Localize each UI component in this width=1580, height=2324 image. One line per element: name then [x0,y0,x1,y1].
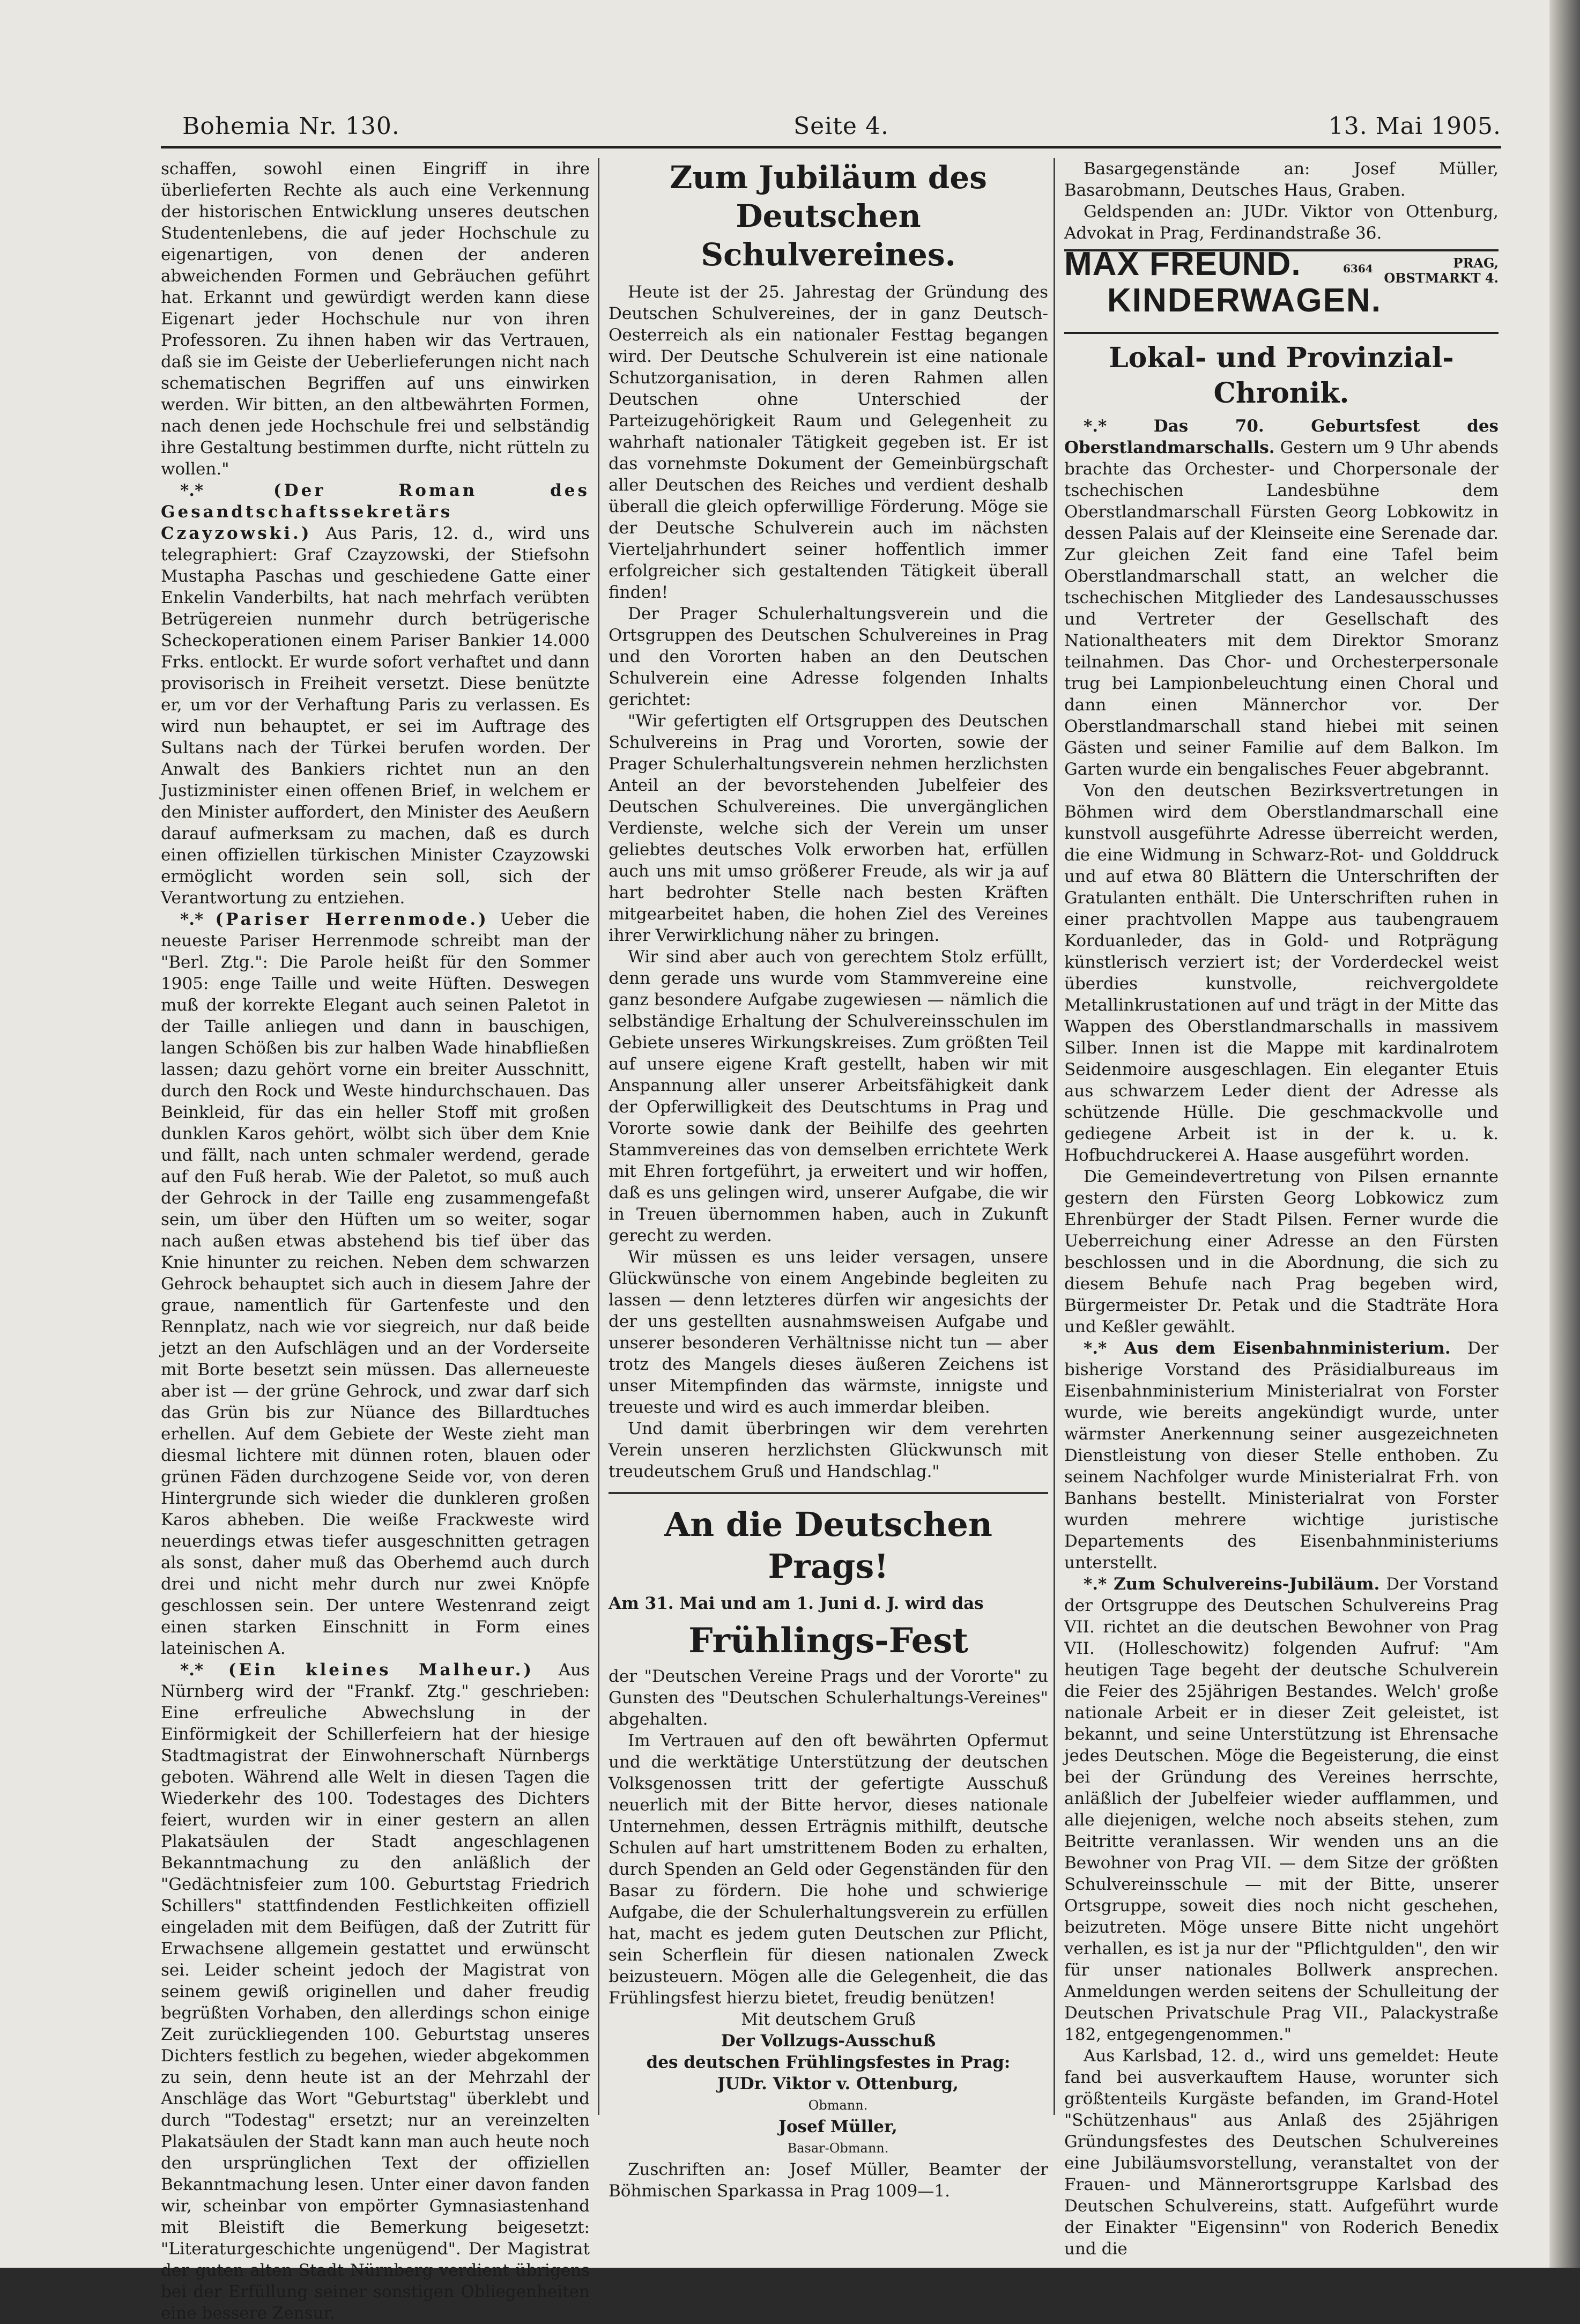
appeal-intro: Am 31. Mai und am 1. Juni d. J. wird das [609,1594,984,1613]
committee-name-2: des deutschen Frühlingsfestes in Prag: [646,2053,1011,2072]
news-item-body: Aus Paris, 12. d., wird uns telegraphiert: Graf Czayzowski, der Stiefsohn Mustapha Paschas und geschiedene Gatte einer Enkelin Vanderbilts, hat nach mehrfach verübten Betrügereien nunmehr durch betrügerische Scheckoperationen einem Pariser Bankier 14.000 Frks. entlockt. Er wurde sofort verhaftet und dann provisorisch in Freiheit versetzt. Diese benützte er, um vor der Verhaftung Paris zu verlassen. Es wird nun behauptet, er sei im Auftrage des Sultans nach der Türkei berufen worden. Der Anwalt des Bankiers richtet nun an den Justizminister einen offenen Brief, in welchem er den Minister auffordert, den Minister des Aeußern darauf aufmerksam zu machen, daß es durch einen offiziellen türkischen Minister Czayzowski ermöglicht worden sein soll, sich der Verantwortung zu entziehen. [161,524,590,908]
column-middle [609,158,1048,2268]
section-title: Lokal- und Provinzial-Chronik. [1109,341,1454,410]
header-publication: Bohemia Nr. 130. [182,113,400,140]
fest-subtitle: der "Deutschen Vereine Prags und der Vororte" zu Gunsten des "Deutschen Schulerhaltungs-Vereines" abgehalten. [609,1667,1048,1729]
news-item-body: Der Vorstand der Ortsgruppe des Deutschen Schulvereins Prag VII. richtet an die deutschen Bewohner von Prag VII. (Holleschowitz) folgenden Aufruf: "Am heutigen Tage begeht der deutsche Schulverein die Feier des 25jährigen Bestandes. Welch' große nationale Arbeit er in dieser Zeit geleistet, ist bekannt, und seine Unterstützung ist Ehrensache jedes Deutschen. Möge die Begeisterung, die einst bei der Gründung des Vereines herrschte, anläßlich der Jubelfeier wieder aufflammen, und alle diejenigen, welche noch abseits stehen, zum Beitritte veranlassen. Wir wenden uns an die Bewohner von Prag VII. — dem Sitze der größten Schulvereinsschule — mit der Bitte, unserer Ortsgruppe, soweit dies noch nicht geschehen, beizutreten. Möge unsere Bitte nicht ungehört verhallen, es ist ja nur der "Pflichtgulden", den wir für unser nationales Bollwerk ansprechen. Anmeldungen werden seitens der Schulleitung der Deutschen Privatschule Prag VII., Palackystraße 182, entgegengenommen." [1064,1575,1499,2044]
article-continuation: schaffen, sowohl einen Eingriff in ihre überlieferten Rechte als auch eine Verkennung der historischen Entwicklung unseres deutschen Studentenlebens, die auf jeder Hochschule zu eigenartigen, von denen der anderen abweichenden Formen und Gebräuchen geführt hat. Erkannt und gewürdigt werden kann diese Eigenart jeder Hochschule nur von ihren Professoren. Zu ihnen haben wir das Vertrauen, daß sie im Geiste der Ueberlieferungen nicht nach schematischen Begriffen auf uns einwirken werden. Wir bitten, an den altbewährten Formen, nach denen jede Hochschule frei und selbständig ihre Gestaltung bestimmen durfte, nicht rütteln zu wollen." [161,159,590,479]
ad-phone-number: 6364 [1343,262,1373,275]
news-item-headline: (Ein kleines Malheur.) [228,1660,535,1680]
column-left [161,158,590,2323]
news-item-headline: Zum Schulvereins-Jubiläum. [1114,1575,1380,1594]
news-item: *.* (Pariser Herrenmode.) Ueber die neueste Pariser Herrenmode schreibt man der "Berl. Ztg.": Die Parole heißt für den Sommer 1905: enge Taille und weite Hüften. Deswegen muß der korrekte Elegant auch seinen Paletot in der Taille anliegen und dann in bauschigen, langen Schößen bis zur halben Wade hinabfließen lassen; dazu gehört vorne ein breiter Ausschnitt, durch den Rock und Weste hindurchschauen. Das Beinkleid, für das ein heller Stoff mit großen dunklen Karos gehört, wölbt sich über dem Knie und fällt, nach unten schmaler werdend, gerade auf den Fuß herab. Wie der Paletot, so muß auch der Gehrock in der Taille eng zusammengefaßt sein, um über den Hüften um so weiter, sogar nach außen etwas abstehend bis tief über das Knie hinunter zu reichen. Neben dem schwarzen Gehrock behauptet sich auch in diesem Jahre der graue, namentlich für Gartenfeste und den Rennplatz, nach wie vor siegreich, nur daß beide jetzt an den Aufschlägen und an der Vorderseite mit Borte besetzt sein müssen. Das allerneueste aber ist — der grüne Gehrock, und zwar darf sich das Grün bis zur Nüance des Billardtuches erhellen. Auf dem Gebiete der Weste zieht man diesmal lichtere mit dünnen roten, blauen oder grünen Fäden durchzogene Seide vor, von deren Hintergrunde sich wieder die dunkleren großen Karos abheben. Die weiße Frackweste wird neuerdings etwas tiefer ausgeschnitten getragen als sonst, daher muß das Oberhemd auch durch drei und nicht mehr durch nur zwei Knöpfe geschlossen sein. Der untere Westenrand zeigt einen starken Einschnitt in Form eines lateinischen A. [161,910,590,1658]
article-paragraph: Der Prager Schulerhaltungsverein und die Ortsgruppen des Deutschen Schulvereines in Prag und den Vororten haben an den Deutschen Schulverein eine Adresse folgenden Inhalts gerichtet: [609,604,1048,709]
news-item-headline: (Pariser Herrenmode.) [215,910,489,929]
news-paragraph: Die Gemeindevertretung von Pilsen ernannte gestern den Fürsten Georg Lobkowicz zum Ehrenbürger der Stadt Pilsen. Ferner wurde die Ueberreichung einer Adresse an den Fürsten beschlossen und in die Abordnung, die sich zu diesem Behufe nach Prag begeben wird, Bürgermeister Dr. Petak und die Stadträte Hora und Keßler gewählt. [1064,1167,1499,1337]
signature-role: Basar-Obmann. [787,2141,889,2156]
appeal-title: An die Deutschen Prags! [664,1505,992,1586]
news-paragraph: Von den deutschen Bezirksvertretungen in Böhmen wird dem Oberstlandmarschall eine kunstvoll ausgeführte Adresse überreicht werden, die eine Widmung in Schwarz-Rot- und Golddruck und auf etwa 80 Blättern die Unterschriften der Gratulanten enthält. Die Unterschriften ruhen in einer prachtvollen Mappe aus taubengrauem Korduanleder, das in Gold- und Rotprägung künstlerisch verziert ist; der Vorderdeckel weist überdies kunstvolle, reichvergoldete Metallinkrustationen auf und trägt in der Mitte das Wappen des Oberstlandmarschalls in massivem Silber. Innen ist die Mappe mit kardinalrotem Seidenmoire ausgeschlagen. Ein eleganter Etuis aus schwarzem Leder dient der Adresse als schützende Hülle. Die geschmackvolle und gediegene Arbeit ist in der k. u. k. Hofbuchdruckerei A. Haase ausgeführt worden. [1064,781,1499,1165]
news-item-headline: Aus dem Eisenbahnministerium. [1124,1339,1451,1358]
news-item: *.* Aus dem Eisenbahnministerium. Der bisherige Vorstand des Präsidialbureaus im Eisenbahnministerium Ministerialrat von Forster wurde, wie bereits angekündigt wurde, unter wärmster Anerkennung seiner ausgezeichneten Dienstleistung von dieser Stelle enthoben. Zu seinem Nachfolger wurde Ministerialrat Frh. von Banhans bestellt. Ministerialrat von Forster wurden mehrere wichtige juristische Departements des Eisenbahnministeriums unterstellt. [1064,1339,1499,1572]
article-paragraph: "Wir gefertigten elf Ortsgruppen des Deutschen Schulvereins in Prag und Vororten, sowie der Prager Schulerhaltungsverein nehmen herzlichsten Anteil an der bevorstehenden Jubelfeier des Deutschen Schulvereines. Die unvergänglichen Verdienste, welche sich der Verein um unser geliebtes deutsches Volk erworben hat, erfüllen auch uns mit umso größerer Freude, als wir ja auf hart bedrohter Stelle nach besten Kräften mitgearbeitet haben, die hohen Ziel des Vereines ihrer Verwirklichung näher zu bringen. [609,711,1048,945]
committee-name: Der Vollzugs-Ausschuß [721,2031,936,2051]
header-page-number: Seite 4. [793,113,889,140]
article-paragraph: Wir sind aber auch von gerechtem Stolz erfüllt, denn gerade uns wurde vom Stammvereine eine ganz besondere Aufgabe zugewiesen — nämlich die selbständige Erhaltung der Schulvereinsschulen im Gebiete unseres Wirkungskreises. Zum größten Teil auf unsere eigene Kraft gestellt, haben wir mit Anspannung aller unserer Arbeitsfähigkeit dank der Opferwilligkeit des Deutschtums in Prag und Vororte sowie dank der Beihilfe des geehrten Stammvereines das von demselben errichtete Werk mit Ehren fortgeführt, ja erweitert und wir hoffen, daß es uns gelingen wird, unserer Aufgabe, die wir in Treuen übernommen haben, auch in Zukunft gerecht zu werden. [609,947,1048,1245]
article-paragraph: Heute ist der 25. Jahrestag der Gründung des Deutschen Schulvereines, der in ganz Deutsch-Oesterreich als ein nationaler Festtag begangen wird. Der Deutsche Schulverein ist eine nationale Schutzorganisation, in deren Rahmen allen Deutschen ohne Unterschied der Parteizugehörigkeit Raum und Gelegenheit zu wahrhaft nationaler Tätigkeit gegeben ist. Er ist das vornehmste Dokument der Gemeinbürgschaft aller Deutschen des Reiches und verdient deshalb überall die gleich opferwillige Förderung. Möge sie der Deutsche Schulverein auch im nächsten Vierteljahrhundert seiner hoffentlich immer erfolgreicher sich gestaltenden Tätigkeit überall finden! [609,283,1048,602]
news-item-headline: (Der Roman des Gesandtschaftssekretärs Czayzowski.) [161,481,590,543]
fest-title: Frühlings-Fest [688,1621,968,1661]
article-title: Zum Jubiläum des Deutschen Schulvereines. [670,159,987,273]
column-divider [598,158,599,2115]
news-item-body: Gestern um 9 Uhr abends brachte das Orchester- und Chorpersonale der tschechischen Landesbühne dem Oberstlandmarschall Fürsten Georg Lobkowitz in dessen Palais auf der Kleinseite eine Serenade dar. Zur gleichen Zeit fand eine Tafel beim Oberstlandmarschall statt, an welcher die tschechischen Mitglieder des Landesausschusses und Vertreter der Gesellschaft des Nationaltheaters mit dem Direktor Smoranz teilnahmen. Das Chor- und Orchesterpersonale trug bei Lampionbeleuchtung einen Choral und dann einen Männerchor vor. Der Oberstlandmarschall stand hiebei mit seinen Gästen und seiner Familie auf dem Balkon. Im Garten wurde ein bengalisches Feuer abgebrannt. [1064,438,1499,779]
column-right [1064,158,1499,2268]
fest-body: Im Vertrauen auf den oft bewährten Opfermut und die werktätige Unterstützung der deutschen Volksgenossen tritt der gefertigte Ausschuß neuerlich mit der Bitte hervor, dieses nationale Unternehmen, dessen Erträgnis mithilft, deutsche Schulen auf hart umstrittenem Boden zu erhalten, durch Spenden an Geld oder Gegenständen für den Basar zu fördern. Die hohe und schwierige Aufgabe, die der Schulerhaltungsverein zu erfüllen hat, macht es jedem guten Deutschen zur Pflicht, sein Scherflein für diesen nationalen Zweck beizusteuern. Mögen alle die Gelegenheit, die das Frühlingsfest hierzu bietet, freudig benützen! [609,1731,1048,2008]
ad-city: PRAG, [1453,255,1499,271]
page-header [161,113,1501,150]
signature-name: Josef Müller, [778,2117,897,2136]
ad-address [1384,256,1499,286]
ad-street: OBSTMARKT 4. [1384,270,1499,286]
news-item: *.* Zum Schulvereins-Jubiläum. Der Vorstand der Ortsgruppe des Deutschen Schulvereins Prag VII. richtet an die deutschen Bewohner von Prag VII. (Holleschowitz) folgenden Aufruf: "Am heutigen Tage begeht der deutsche Schulverein die Feier des 25jährigen Bestandes. Welch' große nationale Arbeit er in dieser Zeit geleistet, ist bekannt, und seine Unterstützung ist Ehrensache jedes Deutschen. Möge die Begeisterung, die einst bei der Gründung des Vereines herrschte, anläßlich der Jubelfeier wieder aufflammen, und alle diejenigen, welche noch abseits stehen, zum Beitritte veranlassen. Wir wenden uns an die Bewohner von Prag VII. — dem Sitze der größten Schulvereinsschule — mit der Bitte, unserer Ortsgruppe, soweit dies noch nicht geschehen, beizutreten. Möge unsere Bitte nicht ungehört verhallen, es ist ja nur der "Pflichtgulden", den wir für unser nationales Bollwerk ansprechen. Anmeldungen werden seitens der Schulleitung der Deutschen Privatschule Prag VII., Palackystraße 182, entgegengenommen." [1064,1575,1499,2044]
header-rule [161,146,1501,149]
column-divider [1054,158,1055,2115]
page-edge [1549,0,1580,2268]
news-item-headline: Das 70. Geburtsfest des Oberstlandmarschalls. [1064,417,1499,457]
news-item: *.* (Der Roman des Gesandtschaftssekretärs Czayzowski.) Aus Paris, 12. d., wird uns telegraphiert: Graf Czayzowski, der Stiefsohn Mustapha Paschas und geschiedene Gatte einer Enkelin Vanderbilts, hat nach mehrfach verübten Betrügereien nunmehr durch betrügerische Scheckoperationen einem Pariser Bankier 14.000 Frks. entlockt. Er wurde sofort verhaftet und dann provisorisch in Freiheit versetzt. Diese benützte er, um vor der Verhaftung Paris zu verlassen. Es wird nun behauptet, er sei im Auftrage des Sultans nach der Türkei berufen worden. Der Anwalt des Bankiers richtet nun an den Justizminister einen offenen Brief, in welchem er den Minister auffordert, den Minister des Aeußern darauf aufmerksam zu machen, daß es durch einen offiziellen türkischen Minister Czayzowski ermöglicht worden sein soll, sich der Verantwortung zu entziehen. [161,481,590,908]
section-rule [609,1492,1048,1494]
article-paragraph: Wir müssen es uns leider versagen, unsere Glückwünsche von einem Angebinde begleiten zu lassen — denn letzteres dürfen wir angesichts der der uns gestellten ausnahmsweisen Aufgabe und unserer besonderen Verhältnisse nicht tun — aber trotz des Mangels dieses äußeren Zeichens ist unser Mitempfinden das wärmste, innigste und treueste und wird es auch immerdar bleiben. [609,1248,1048,1417]
news-item-body: Ueber die neueste Pariser Herrenmode schreibt man der "Berl. Ztg.": Die Parole heißt für den Sommer 1905: enge Taille und weite Hüften. Deswegen muß der korrekte Elegant auch seinen Paletot in der Taille anliegen und dann in bauschigen, langen Schößen bis zur halben Wade hinabfließen lassen; dazu gehört vorne ein breiter Ausschnitt, durch den Rock und Weste hindurchschauen. Das Beinkleid, für das ein heller Stoff mit großen dunklen Karos gehört, wölbt sich über dem Knie und fällt, nach unten schmaler werdend, gerade auf den Fuß herab. Wie der Paletot, so muß auch der Gehrock in der Taille eng zusammengefaßt sein, um über den Hüften um so weiter, sogar nach außen etwas abstehend bis tief über das Knie hinunter zu reichen. Neben dem schwarzen Gehrock behauptet sich auch in diesem Jahre der graue, namentlich für Gartenfeste und den Rennplatz, nach wie vor siegreich, nur daß beide jetzt an den Aufschlägen und an der Vorderseite mit Borte besetzt sein müssen. Das allerneueste aber ist — der grüne Gehrock, und zwar darf sich das Grün bis zur Nüance des Billardtuches erhellen. Auf dem Gebiete der Weste zieht man diesmal lichtere mit dünnen roten, blauen oder grünen Fäden durchzogene Seide vor, von deren Hintergrunde sich wieder die dunkleren großen Karos abheben. Die weiße Frackweste wird neuerdings etwas tiefer ausgeschnitten getragen als sonst, daher muß das Oberhemd auch durch drei und nicht mehr durch nur zwei Knöpfe geschlossen sein. Der untere Westenrand zeigt einen starken Einschnitt in Form eines lateinischen A. [161,910,590,1658]
news-item: *.* Das 70. Geburtsfest des Oberstlandmarschalls. Gestern um 9 Uhr abends brachte das Orchester- und Chorpersonale der tschechischen Landesbühne dem Oberstlandmarschall Fürsten Georg Lobkowitz in dessen Palais auf der Kleinseite eine Serenade dar. Zur gleichen Zeit fand eine Tafel beim Oberstlandmarschall statt, an welcher die tschechischen Mitglieder des Landesausschusses und Vertreter der Gesellschaft des Nationaltheaters mit dem Direktor Smoranz teilnahmen. Das Chor- und Orchesterpersonale trug bei Lampionbeleuchtung einen Choral und dann einen Männerchor vor. Der Oberstlandmarschall stand hiebei mit seinen Gästen und seiner Familie auf dem Balkon. Im Garten wurde ein bengalisches Feuer abgebrannt. [1064,417,1499,779]
advertisement [1064,246,1499,334]
ad-product: KINDERWAGEN. [1107,282,1382,319]
news-item: *.* (Ein kleines Malheur.) Aus Nürnberg wird der "Frankf. Ztg." geschrieben: Eine erfreuliche Abwechslung in der Einförmigkeit der Schillerfeiern hat der hiesige Stadtmagistrat der Einwohnerschaft Nürnbergs geboten. Während alle Welt in diesen Tagen die Wiederkehr des 100. Todestages des Dichters feiert, wurden wir in einer gestern an allen Plakatsäulen der Stadt angeschlagenen Bekanntmachung zu den anläßlich der "Gedächtnisfeier zum 100. Geburtstag Friedrich Schillers" stattfindenden Festlichkeiten offiziell eingeladen mit dem Beifügen, daß der Zutritt für Erwachsene allgemein gestattet und erwünscht sei. Leider scheint jedoch der Magistrat von seinem gewiß originellen und daher freudig begrüßten Vorhaben, den allerdings schon einige Zeit zurückliegenden 100. Geburtstag unseres Dichters festlich zu begehen, wieder abgekommen zu sein, denn heute ist an der Mehrzahl der Anschläge das Wort "Geburtstag" überklebt und durch "Todestag" ersetzt; nur an vereinzelten Plakatsäulen der Stadt kann man auch heute noch den ursprünglichen Text der offiziellen Bekanntmachung lesen. Unter einer davon fanden wir, scheinbar von empörter Gymnasiastenhand mit Bleistift die Bemerkung beigesetzt: "Literaturgeschichte ungenügend". Der Magistrat der guten alten Stadt Nürnberg verdient übrigens bei der Erfüllung seiner sonstigen Obliegenheiten eine bessere Zensur. [161,1660,590,2323]
donation-note: Geldspenden an: JUDr. Viktor von Ottenburg, Advokat in Prag, Ferdinandstraße 36. [1064,202,1499,243]
article-paragraph: Und damit überbringen wir dem verehrten Verein unseren herzlichsten Glückwunsch mit treudeutschem Gruß und Handschlag." [609,1419,1048,1481]
header-date: 13. Mai 1905. [1328,113,1501,140]
news-item-body: Der bisherige Vorstand des Präsidialbureaus im Eisenbahnministerium Ministerialrat von Forster wurde, wie bereits angekündigt wurde, unter wärmster Anerkennung seiner ausgezeichneten Dienstleistung von dieser Stelle enthoben. Zu seinem Nachfolger wurde Ministerialrat Frh. von Banhans bestellt. Ministerialrat von Forster wurden mehrere wichtige juristische Departements des Eisenbahnministeriums unterstellt. [1064,1339,1499,1572]
contact-line: Zuschriften an: Josef Müller, Beamter der Böhmischen Sparkassa in Prag 1009—1. [609,2160,1048,2201]
news-paragraph: Aus Karlsbad, 12. d., wird uns gemeldet: Heute fand bei ausverkauftem Hause, worunter sich größtenteils Kurgäste befanden, im Grand-Hotel "Schützenhaus" aus Anlaß des 25jährigen Gründungsfestes des Deutschen Schulvereines eine Jubiläumsvorstellung, veranstaltet von der Frauen- und Männerortsgruppe Karlsbad des Deutschen Schulvereins, statt. Aufgeführt wurde der Einakter "Eigensinn" von Roderich Benedix und die [1064,2046,1499,2259]
ad-company: MAX FREUND. [1064,246,1301,283]
signature-name: JUDr. Viktor v. Ottenburg, [717,2074,959,2093]
signature-role: Obmann. [808,2098,868,2113]
greeting: Mit deutschem Gruß [741,2010,916,2029]
news-item-body: Aus Nürnberg wird der "Frankf. Ztg." geschrieben: Eine erfreuliche Abwechslung in der Einförmigkeit der Schillerfeiern hat der hiesige Stadtmagistrat der Einwohnerschaft Nürnbergs geboten. Während alle Welt in diesen Tagen die Wiederkehr des 100. Todestages des Dichters feiert, wurden wir in einer gestern an allen Plakatsäulen der Stadt angeschlagenen Bekanntmachung zu den anläßlich der "Gedächtnisfeier zum 100. Geburtstag Friedrich Schillers" stattfindenden Festlichkeiten offiziell eingeladen mit dem Beifügen, daß der Zutritt für Erwachsene allgemein gestattet und erwünscht sei. Leider scheint jedoch der Magistrat von seinem gewiß originellen und daher freudig begrüßten Vorhaben, den allerdings schon einige Zeit zurückliegenden 100. Geburtstag unseres Dichters festlich zu begehen, wieder abgekommen zu sein, denn heute ist an der Mehrzahl der Anschläge das Wort "Geburtstag" überklebt und durch "Todestag" ersetzt; nur an vereinzelten Plakatsäulen der Stadt kann man auch heute noch den ursprünglichen Text der offiziellen Bekanntmachung lesen. Unter einer davon fanden wir, scheinbar von empörter Gymnasiastenhand mit Bleistift die Bemerkung beigesetzt: "Literaturgeschichte ungenügend". Der Magistrat der guten alten Stadt Nürnberg verdient übrigens bei der Erfüllung seiner sonstigen Obliegenheiten eine bessere Zensur. [161,1660,590,2323]
bazaar-note: Basargegenstände an: Josef Müller, Basarobmann, Deutsches Haus, Graben. [1064,159,1499,200]
